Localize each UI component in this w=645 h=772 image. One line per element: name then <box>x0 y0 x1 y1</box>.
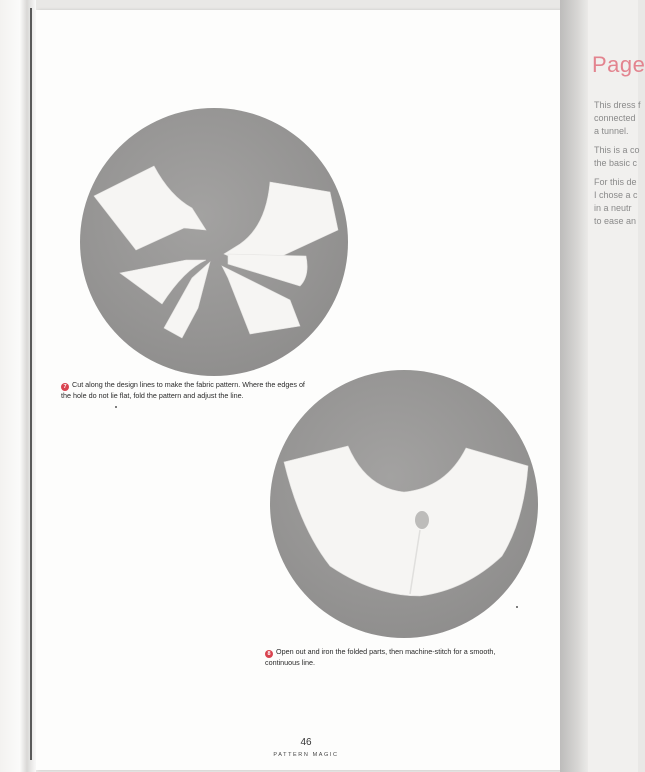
running-footer: PATTERN MAGIC <box>273 752 339 758</box>
photo-cut-pattern <box>80 108 348 376</box>
facing-page-line: This is a co <box>594 145 640 155</box>
facing-page-title: Page <box>592 52 645 77</box>
facing-page-line: This dress f <box>594 100 641 110</box>
facing-page-line: in a neutr <box>594 203 632 213</box>
book-binding-edge <box>0 0 36 772</box>
facing-page-line: a tunnel. <box>594 126 629 136</box>
facing-page-line: the basic c <box>594 158 638 168</box>
step-number-badge: 7 <box>61 383 69 391</box>
scan-speck <box>115 406 117 408</box>
photo-stitched-pattern <box>270 370 538 638</box>
facing-page-line: to ease an <box>594 216 637 226</box>
step-8-caption <box>265 647 525 668</box>
facing-page-line: I chose a c <box>594 190 638 200</box>
center-hole <box>415 511 429 529</box>
page-number: 46 <box>300 737 312 748</box>
cut-pattern-pieces <box>80 108 348 376</box>
facing-page-line: connected <box>594 113 636 123</box>
stitched-pattern-piece <box>270 370 538 638</box>
step-number-badge: 8 <box>265 650 273 658</box>
step-7-text: Cut along the design lines to make the fabric pattern. Where the edges of the hole do not lie flat, fold the pattern and adjust the line. <box>61 380 305 400</box>
step-8-text: Open out and iron the folded parts, then machine-stitch for a smooth, continuous line. <box>265 647 496 667</box>
facing-page-line: For this de <box>594 177 637 187</box>
pattern-piece-opened <box>284 446 528 596</box>
scan-speck <box>516 606 518 608</box>
book-gutter <box>560 0 590 772</box>
pattern-piece-upper-left <box>94 166 206 250</box>
